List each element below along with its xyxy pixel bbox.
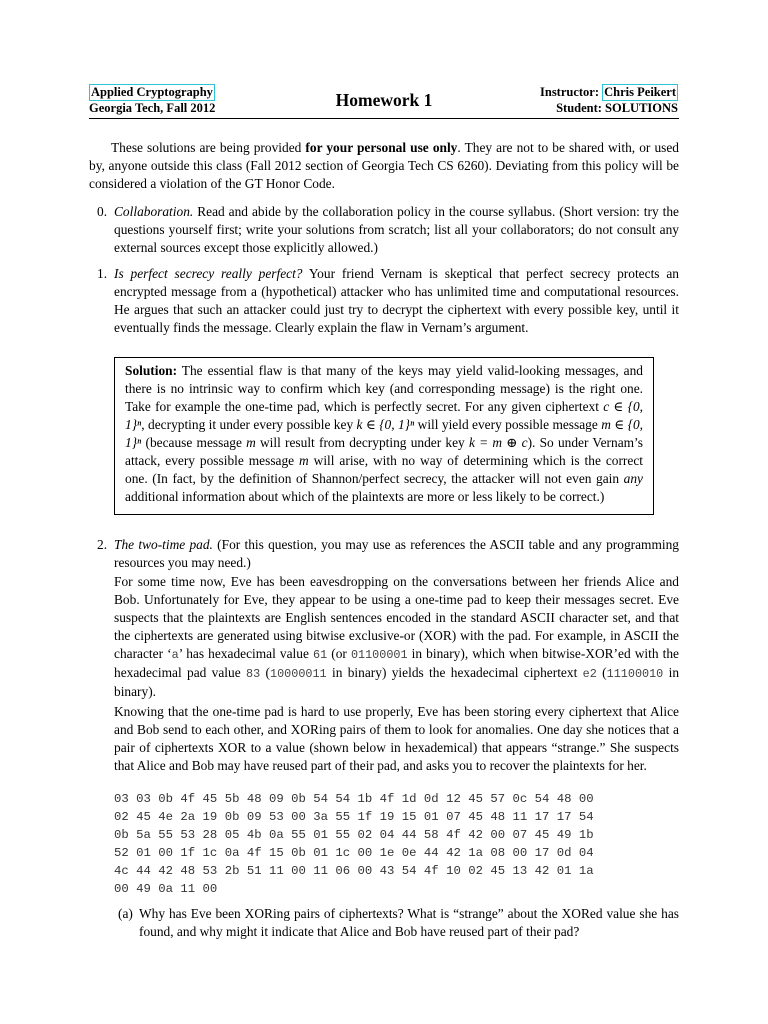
question-number: 1. [97,266,108,281]
question-text: Read and abide by the collaboration policy in the course syllabus. (Short version: try the questions yourself first; write your solutions from scratch; list all your collaborators; do not consult any external sources except those explicitly allowed.) [114,204,679,255]
question-1 [89,265,679,337]
solution-text: will arise, with no way of determining which is the correct one. (In fact, by the definition of Shannon/perfect secrecy, the attacker will not even gain [125,453,643,486]
paragraph-text: (or [327,646,351,661]
hex-line: 0b 5a 55 53 28 05 4b 0a 55 01 55 02 04 44 58 4f 42 00 07 45 49 1b [114,828,594,842]
instructor-label: Instructor: [540,85,600,99]
hex-line: 00 49 0a 11 00 [114,882,218,896]
intro-bold-text: for your personal use only [305,140,458,155]
hex-xor-block [114,790,594,898]
student-name: SOLUTIONS [605,101,678,115]
paragraph-text: in binary), which when bitwise-XOR’ed with the hexadecimal pad value [114,646,679,680]
paragraph-text: ’ has hexadecimal value [178,646,313,661]
solution-box [114,357,654,515]
two-time-pad-paragraph-1 [114,573,679,701]
header-right [540,84,678,116]
code-text: 01100001 [350,648,408,662]
question-number: 2. [97,537,108,552]
instructor-link[interactable]: Chris Peikert [604,85,676,99]
hex-line: 4c 44 42 48 53 2b 51 11 00 11 06 00 43 54 4f 10 02 45 13 42 01 1a [114,864,594,878]
solution-text: , decrypting it under every possible key [141,417,357,432]
student-label: Student: [556,101,602,115]
intro-paragraph [89,139,679,193]
solution-text: additional information about which of the plaintexts are more or less likely to be correct.) [125,489,605,504]
solution-text: will result from decrypting under key [255,435,469,450]
solution-label: Solution: [125,363,178,378]
intro-text-rest: . They are not to be shared with, or used by, anyone outside this class (Fall 2012 section of Georgia Tech CS 6260). Deviating from this policy will be considered a violation of the GT Honor Code. [89,140,679,191]
paragraph-text: ( [260,665,270,680]
solution-text: ). So under Vernam’s attack, every possible message [125,435,643,468]
subquestion-label: (a) [118,906,133,921]
paragraph-text: in binary) yields the hexadecimal ciphertext [326,665,583,680]
intro-text: These solutions are being provided [111,140,306,155]
code-text: e2 [582,667,597,681]
code-text: 83 [246,667,261,681]
question-title: The two-time pad. [114,537,213,552]
page-title: Homework 1 [335,90,433,110]
hex-line: 52 01 00 1f 1c 0a 4f 15 0b 01 1c 00 1e 0e 44 42 1a 08 00 17 0d 04 [114,846,594,860]
question-text: Your friend Vernam is skeptical that perfect secrecy protects an encrypted message from a (hypothetical) attacker who has unlimited time and computational resources. He argues that such an attacker could just try to decrypt the ciphertext with every possible key, until it eventually finds the message. Clearly explain the flaw in Vernam’s argument. [114,266,679,335]
question-title: Is perfect secrecy really perfect? [114,266,303,281]
math-expression: m [246,435,256,450]
subquestion-text: Why has Eve been XORing pairs of ciphertexts? What is “strange” about the XORed value she has found, and why might it indicate that Alice and Bob have reused part of their pad? [139,906,679,939]
code-text: a [171,648,179,662]
solution-text: (because message [141,435,247,450]
two-time-pad-paragraph-2: Knowing that the one-time pad is hard to use properly, Eve has been storing every ciphertext that Alice and Bob send to each other, and XORing pairs of them to look for anomalies. One day she notices that a pair of ciphertexts XOR to a value (shown below in hexademical) that appears “strange.” She suspects that Alice and Bob may have reused part of their pad, and asks you to recover the plaintexts for her. [114,704,679,773]
paragraph-text: ( [596,665,607,680]
paragraph-text: in binary). [114,665,680,699]
course-link[interactable]: Applied Cryptography [91,85,213,99]
math-expression: m [299,453,309,468]
math-expression: k ∈ {0, 1}ⁿ [356,417,415,432]
solution-text: will yield every possible message [414,417,602,432]
question-title: Collaboration. [114,204,194,219]
question-0 [89,203,679,257]
solution-text: The essential flaw is that many of the keys may yield valid-looking messages, and there is no intrinsic way to confirm which key (and corresponding message) is the right one. Take for example the one-time pad, which is perfectly secret. For any given ciphertext [125,363,643,414]
math-expression: m ∈ {0, 1}ⁿ [125,417,643,450]
paragraph-text: For some time now, Eve has been eavesdropping on the conversations between her friends Alice and Bob. Unfortunately for Eve, they appear to be using a one-time pad to keep their messages secret. Eve suspects that the plaintexts are English sentences encoded in the standard ASCII character set, and that the ciphertexts are generated using bitwise exclusive-or (XOR) with the pad. For example, in ASCII the character ‘ [114,574,679,661]
code-text: 61 [312,648,328,662]
math-expression: k = m ⊕ c [468,435,528,450]
question-number: 0. [97,204,108,219]
math-expression: c ∈ {0, 1}ⁿ [125,399,643,432]
hex-line: 02 45 4e 2a 19 0b 09 53 00 3a 55 1f 19 15 01 07 45 48 11 17 17 54 [114,810,594,824]
hex-line: 03 03 0b 4f 45 5b 48 09 0b 54 54 1b 4f 1d 0d 12 45 57 0c 54 48 00 [114,792,594,806]
header-rule [89,118,679,119]
code-text: 10000011 [270,667,327,681]
question-2 [89,536,679,572]
code-text: 11100010 [606,667,664,681]
question-text: (For this question, you may use as references the ASCII table and any programming resources you may need.) [114,537,679,570]
emphasis-text: any [623,471,643,486]
subquestion-a [114,905,679,941]
term-text: Georgia Tech, Fall 2012 [89,101,216,115]
